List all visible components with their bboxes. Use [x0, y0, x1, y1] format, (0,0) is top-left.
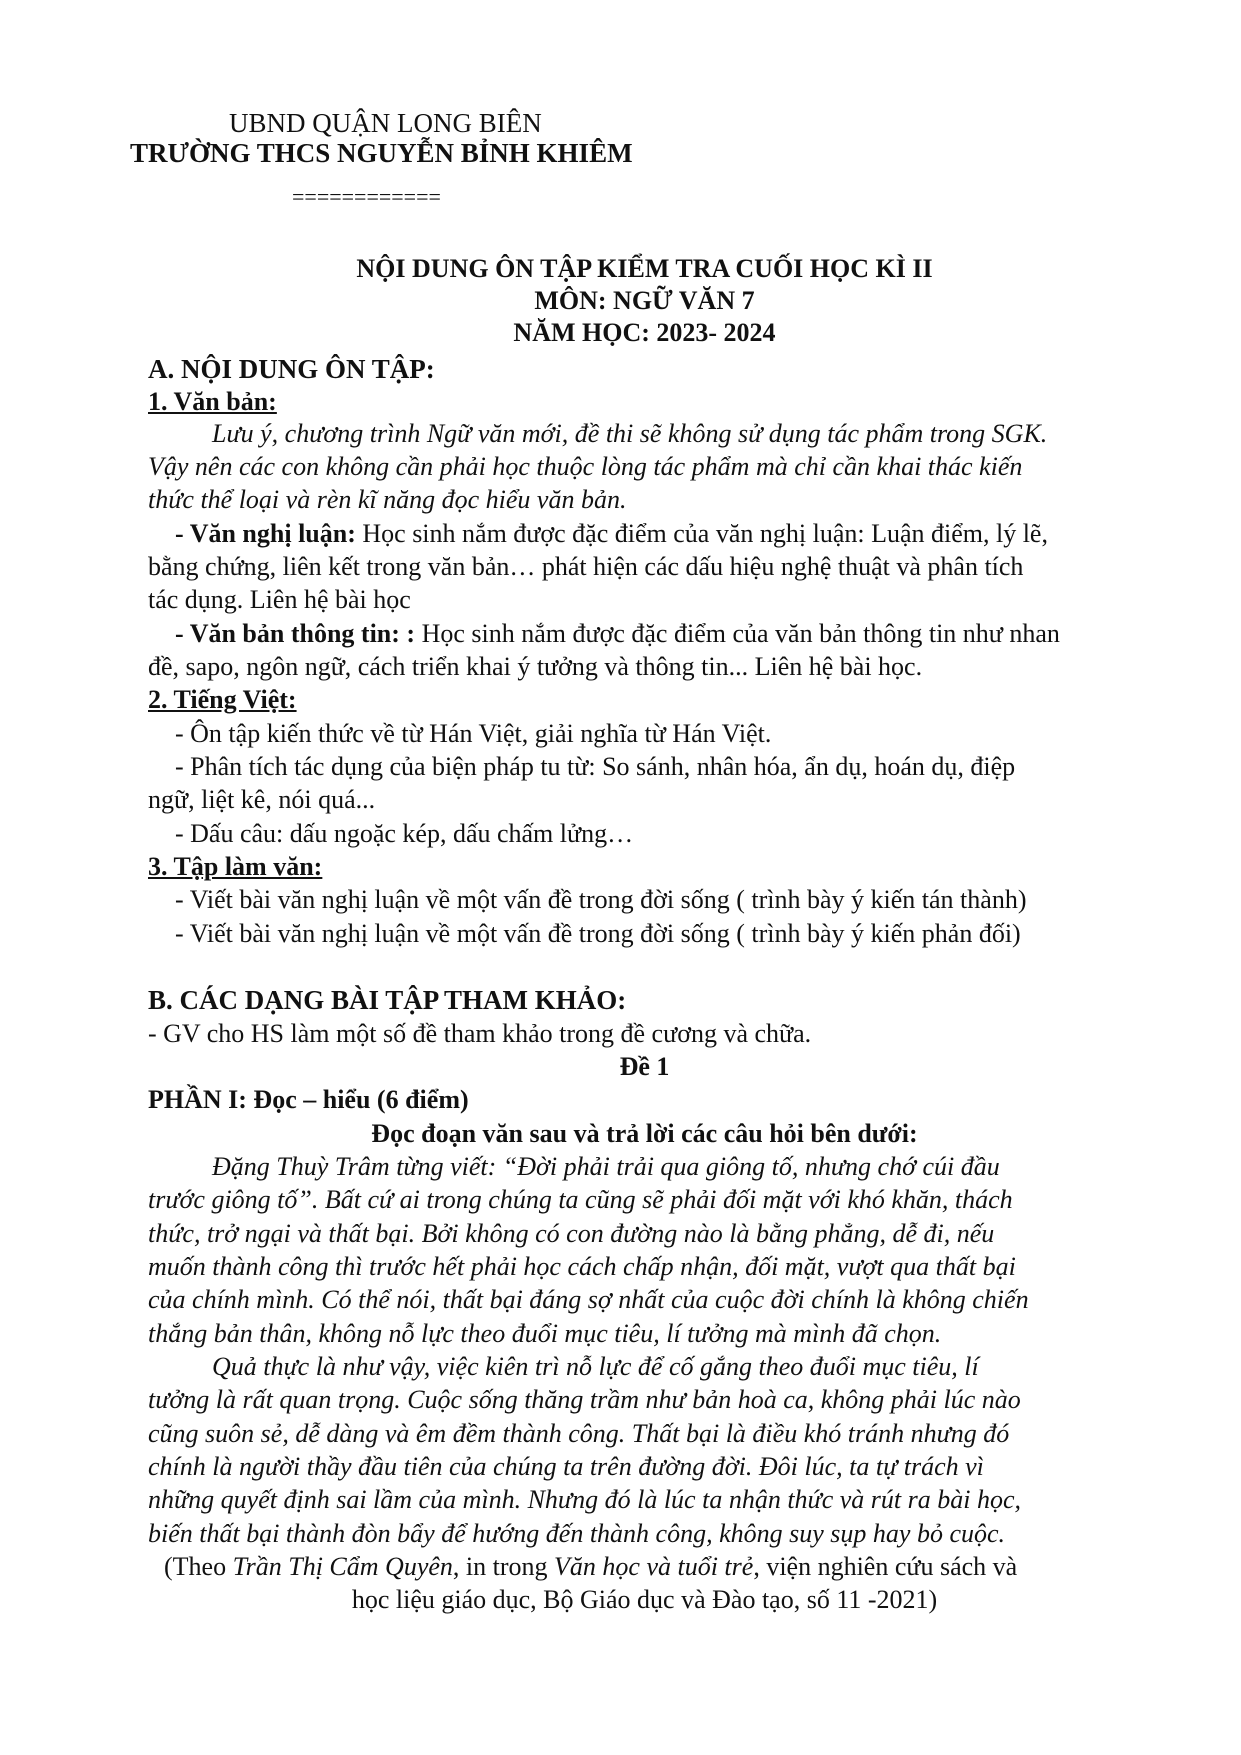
doc-title: NỘI DUNG ÔN TẬP KIỂM TRA CUỐI HỌC KÌ II: [356, 254, 933, 283]
thong-tin-line: [175, 618, 1060, 650]
passage-line: của chính mình. Có thể nói, thất bại đáng sợ nhất của cuộc đời chính là không chiến: [148, 1285, 1029, 1314]
list-item: - Viết bài văn nghị luận về một vấn đề trong đời sống ( trình bày ý kiến tán thành): [175, 885, 1027, 914]
passage-line: cũng suôn sẻ, dễ dàng và êm đềm thành công. Thất bại là điều khó tránh nhưng đó: [148, 1419, 1010, 1448]
district-name: UBND QUẬN LONG BIÊN: [229, 108, 542, 138]
passage-line: Đặng Thuỳ Trâm từng viết: “Đời phải trải qua giông tố, nhưng chớ cúi đầu: [212, 1152, 1000, 1181]
source-text: , in trong: [452, 1552, 555, 1581]
note-line: Lưu ý, chương trình Ngữ văn mới, đề thi sẽ không sử dụng tác phẩm trong SGK.: [212, 419, 1048, 448]
list-item: - Ôn tập kiến thức về từ Hán Việt, giải nghĩa từ Hán Việt.: [175, 719, 772, 748]
passage-line: Quả thực là như vậy, việc kiên trì nỗ lực để cố gắng theo đuổi mục tiêu, lí: [212, 1352, 979, 1381]
part1-heading: 1. Văn bản:: [148, 387, 277, 416]
source-text: , viện nghiên cứu sách và: [753, 1552, 1018, 1581]
passage-line: những quyết định sai lầm của mình. Nhưng đó là lúc ta nhận thức và rút ra bài học,: [148, 1485, 1022, 1514]
reading-instruction: Đọc đoạn văn sau và trả lời các câu hỏi bên dưới:: [371, 1119, 918, 1148]
doc-school-year: NĂM HỌC: 2023- 2024: [513, 318, 776, 347]
nghi-luan-label: - Văn nghị luận:: [175, 519, 356, 548]
section-b-heading: B. CÁC DẠNG BÀI TẬP THAM KHẢO:: [148, 985, 627, 1015]
passage-line: muốn thành công thì trước hết phải học cách chấp nhận, đối mặt, vượt qua thất bại: [148, 1252, 1016, 1281]
passage-line: thắng bản thân, không nỗ lực theo đuổi mục tiêu, lí tưởng mà mình đã chọn.: [148, 1319, 942, 1348]
passage-line: biến thất bại thành đòn bẩy để hướng đến thành công, không suy sụp hay bỏ cuộc.: [148, 1519, 1006, 1548]
list-item: - Viết bài văn nghị luận về một vấn đề trong đời sống ( trình bày ý kiến phản đối): [175, 919, 1021, 948]
passage-line: trước giông tố”. Bất cứ ai trong chúng ta cũng sẽ phải đối mặt với khó khăn, thách: [148, 1185, 1013, 1214]
part-i-heading: PHẦN I: Đọc – hiểu (6 điểm): [148, 1085, 469, 1114]
list-item: ngữ, liệt kê, nói quá...: [148, 785, 376, 814]
exam-number: Đề 1: [619, 1052, 670, 1081]
source-author: Trần Thị Cẩm Quyên: [232, 1552, 453, 1581]
section-a-heading: A. NỘI DUNG ÔN TẬP:: [148, 354, 435, 384]
source-citation-line2: học liệu giáo dục, Bộ Giáo dục và Đào tạo, số 11 -2021): [351, 1585, 938, 1614]
note-line: thức thể loại và rèn kĩ năng đọc hiểu văn bản.: [148, 485, 627, 514]
school-name: TRƯỜNG THCS NGUYỄN BỈNH KHIÊM: [130, 138, 633, 168]
nghi-luan-line: bằng chứng, liên kết trong văn bản… phát hiện các dấu hiệu nghệ thuật và phân tích: [148, 552, 1024, 581]
passage-line: thức, trở ngại và thất bại. Bởi không có con đường nào là bằng phẳng, dễ đi, nếu: [148, 1219, 995, 1248]
list-item: - Dấu câu: dấu ngoặc kép, dấu chấm lửng…: [175, 819, 634, 848]
source-journal: Văn học và tuổi trẻ: [554, 1552, 754, 1581]
note-line: Vậy nên các con không cần phải học thuộc lòng tác phẩm mà chỉ cần khai thác kiến: [148, 452, 1023, 481]
nghi-luan-text: Học sinh nắm được đặc điểm của văn nghị luận: Luận điểm, lý lẽ,: [355, 519, 1048, 548]
thong-tin-text: Học sinh nắm được đặc điểm của văn bản thông tin như nhan: [415, 619, 1060, 648]
part2-heading: 2. Tiếng Việt:: [148, 685, 297, 714]
passage-line: tưởng là rất quan trọng. Cuộc sống thăng trầm như bản hoà ca, không phải lúc nào: [148, 1385, 1021, 1414]
thong-tin-label: - Văn bản thông tin: :: [175, 619, 416, 648]
part3-heading: 3. Tập làm văn:: [148, 852, 323, 881]
nghi-luan-line: [175, 518, 1048, 550]
passage-line: chính là người thầy đầu tiên của chúng ta trên đường đời. Đôi lúc, ta tự trách vì: [148, 1452, 984, 1481]
thong-tin-line: đề, sapo, ngôn ngữ, cách triển khai ý tưởng và thông tin... Liên hệ bài học.: [148, 652, 923, 681]
header-divider: ============: [292, 184, 441, 209]
doc-subject: MÔN: NGỮ VĂN 7: [534, 286, 755, 315]
source-text: (Theo: [164, 1552, 233, 1581]
nghi-luan-line: tác dụng. Liên hệ bài học: [148, 585, 411, 614]
section-b-intro: - GV cho HS làm một số đề tham khảo trong đề cương và chữa.: [148, 1019, 812, 1048]
list-item: - Phân tích tác dụng của biện pháp tu từ: So sánh, nhân hóa, ẩn dụ, hoán dụ, điệp: [175, 752, 1016, 781]
source-citation: [164, 1551, 1017, 1583]
